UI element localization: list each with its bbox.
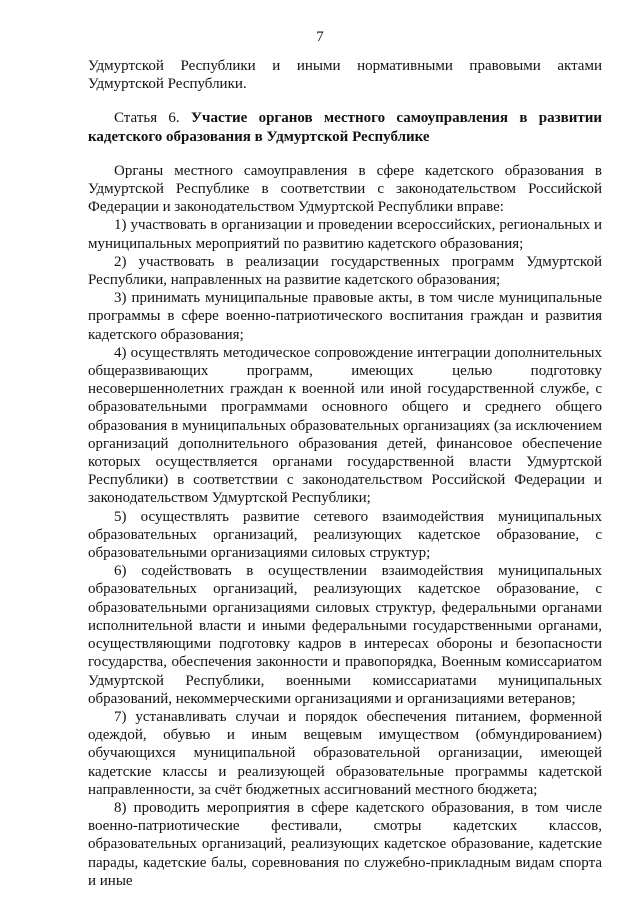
- list-item: 5) осуществлять развитие сетевого взаимодействия муниципальных образовательных организаций, реализующих кадетское образование, с образовательными организациями силовых структур;: [88, 508, 602, 562]
- list-item: 3) принимать муниципальные правовые акты, в том числе муниципальные программы в сфере военно-патриотического воспитания граждан и развития кадетского образования;: [88, 290, 602, 343]
- document-body: [88, 57, 602, 890]
- lead-paragraph: Органы местного самоуправления в сфере кадетского образования в Удмуртской Республике в соответствии с законодательством Российской Федерации и законодательством Удмуртской Республики вправе:: [88, 162, 602, 216]
- list-item: 7) устанавливать случаи и порядок обеспечения питанием, форменной одеждой, обувью и иным вещевым имуществом (обмундированием) обучающихся муниципальной образовательной организации, имеющей кадетские классы и реализующей образовательные программы кадетской направленности, за счёт бюджетных ассигнований местного бюджета;: [88, 708, 602, 798]
- list-item: 6) содействовать в осуществлении взаимодействия муниципальных образовательных организаций, реализующих кадетское образование, с образовательными организациями силовых структур, федеральными органами исполнительной власти и иными федеральными государственными органами, осуществляющими подготовку кадров в интересах обороны и безопасности государства, обеспечения законности и правопорядка, Военным комиссариатом Удмуртской Республики, военными комиссариатами муниципальных образований, некоммерческими организациями и организациями ветеранов;: [88, 563, 602, 707]
- article-label: Статья 6.: [114, 110, 180, 127]
- list-item: 8) проводить мероприятия в сфере кадетского образования, в том числе военно-патриотические фестивали, смотры кадетских классов, образовательных организаций, реализующих кадетское образование, кадетские парады, кадетские балы, соревнования по служебно-прикладным видам спорта и иные: [88, 799, 602, 889]
- list-item: 1) участвовать в организации и проведении всероссийских, региональных и муниципальных мероприятий по развитию кадетского образования;: [88, 217, 602, 252]
- list-item: 4) осуществлять методическое сопровождение интеграции дополнительных общеразвивающих программ, имеющих целью подготовку несовершеннолетних граждан к военной или иной государственной службе, с образовательными программами основного общего и среднего общего образования в муниципальных образовательных организациях (за исключением организаций дополнительного образования детей, финансовое обеспечение которых осуществляется органами государственной власти Удмуртской Республики) в соответствии с законодательством Российской Федерации и законодательством Удмуртской Республики;: [88, 344, 602, 507]
- intro-continuation: Удмуртской Республики и иными нормативными правовыми актами Удмуртской Республики.: [88, 58, 602, 93]
- article-heading: [88, 109, 602, 145]
- article-title: Участие органов местного самоуправления в развитии кадетского образования в Удмуртской Республике: [88, 110, 603, 145]
- list-item: 2) участвовать в реализации государственных программ Удмуртской Республики, направленных на развитие кадетского образования;: [88, 253, 602, 289]
- page-number: 7: [316, 29, 324, 45]
